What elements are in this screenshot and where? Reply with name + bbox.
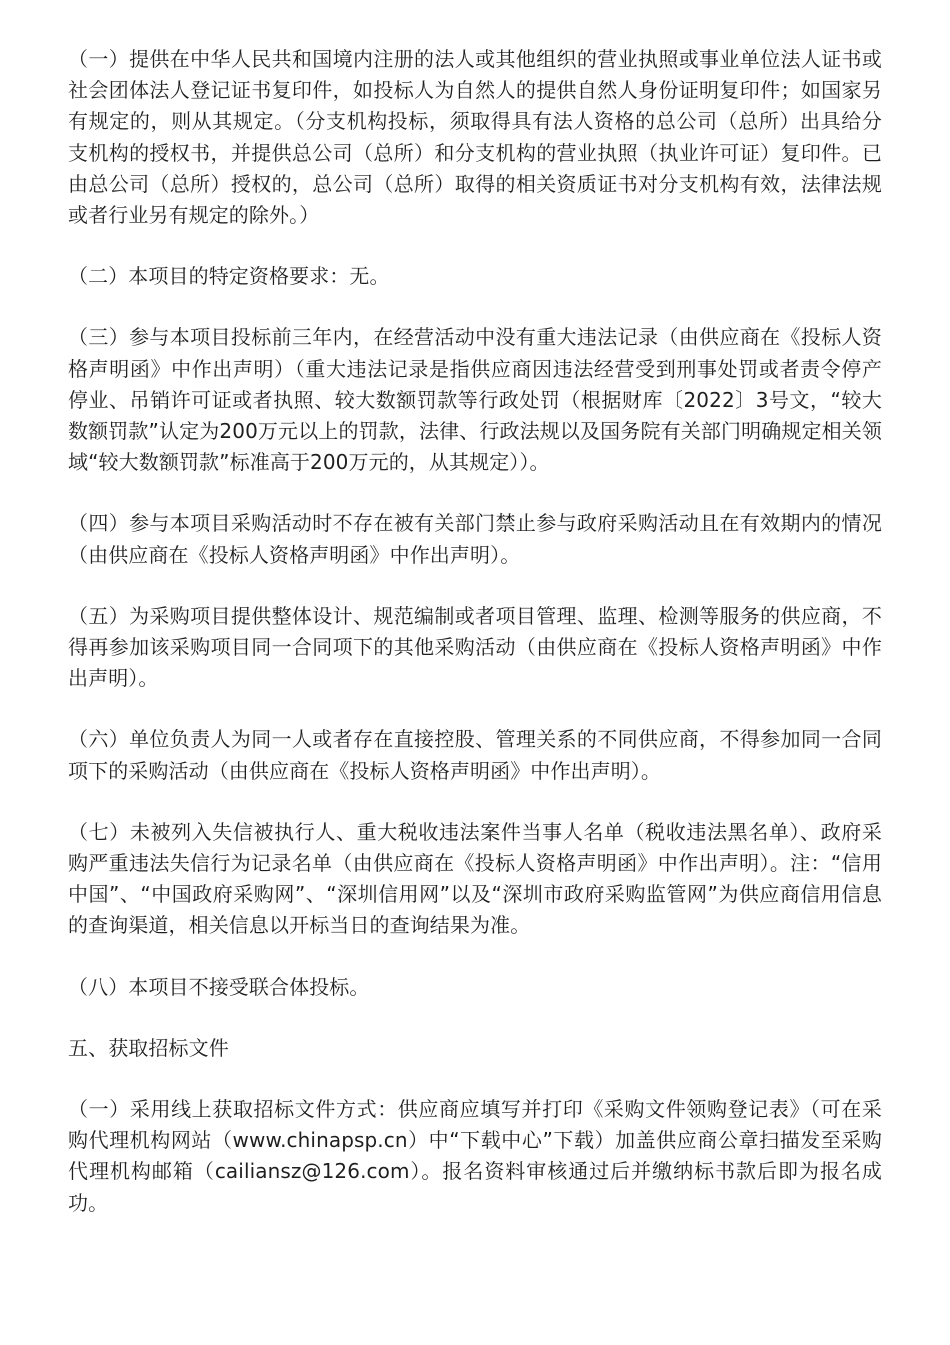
paragraph-qualification-3: （三）参与本项目投标前三年内，在经营活动中没有重大违法记录（由供应商在《投标人资格声明函》中作出声明）（重大违法记录是指供应商因违法经营受到刑事处罚或者责令停产停业、吊销许可证或者执照、较大数额罚款等行政处罚（根据财库〔2022〕3号文，“较大数额罚款”认定为200万元以上的罚款，法律、行政法规以及国务院有关部门明确规定相关领域“较大数额罚款”标准高于200万元的，从其规定））。 [68,325,882,475]
paragraph-qualification-6: （六）单位负责人为同一人或者存在直接控股、管理关系的不同供应商，不得参加同一合同项下的采购活动（由供应商在《投标人资格声明函》中作出声明）。 [68,727,882,783]
paragraph-qualification-7: （七）未被列入失信被执行人、重大税收违法案件当事人名单（税收违法黑名单）、政府采购严重违法失信行为记录名单（由供应商在《投标人资格声明函》中作出声明）。注：“信用中国”、“中国政府采购网”、“深圳信用网”以及“深圳市政府采购监管网”为供应商信用信息的查询渠道，相关信息以开标当日的查询结果为准。 [68,819,882,938]
paragraph-qualification-8: （八）本项目不接受联合体投标。 [68,974,370,999]
paragraph-qualification-5: （五）为采购项目提供整体设计、规范编制或者项目管理、监理、检测等服务的供应商，不得再参加该采购项目同一合同项下的其他采购活动（由供应商在《投标人资格声明函》中作出声明）。 [68,603,882,691]
section-heading-get-tender-docs: 五、获取招标文件 [68,1035,229,1060]
paragraph-qualification-1: （一）提供在中华人民共和国境内注册的法人或其他组织的营业执照或事业单位法人证书或社会团体法人登记证书复印件，如投标人为自然人的提供自然人身份证明复印件；如国家另有规定的，则从其规定。（分支机构投标，须取得具有法人资格的总公司（总所）出具给分支机构的授权书，并提供总公司（总所）和分支机构的营业执照（执业许可证）复印件。已由总公司（总所）授权的，总公司（总所）取得的相关资质证书对分支机构有效，法律法规或者行业另有规定的除外。） [68,47,882,228]
paragraph-online-acquisition: （一）采用线上获取招标文件方式：供应商应填写并打印《采购文件领购登记表》（可在采购代理机构网站（www.chinapsp.cn）中“下载中心”下载）加盖供应商公章扫描发至采购代理机构邮箱（cailiansz@126.com）。报名资料审核通过后并缴纳标书款后即为报名成功。 [68,1097,882,1215]
paragraph-qualification-4: （四）参与本项目采购活动时不存在被有关部门禁止参与政府采购活动且在有效期内的情况（由供应商在《投标人资格声明函》中作出声明）。 [68,511,882,567]
paragraph-qualification-2: （二）本项目的特定资格要求：无。 [68,264,390,289]
